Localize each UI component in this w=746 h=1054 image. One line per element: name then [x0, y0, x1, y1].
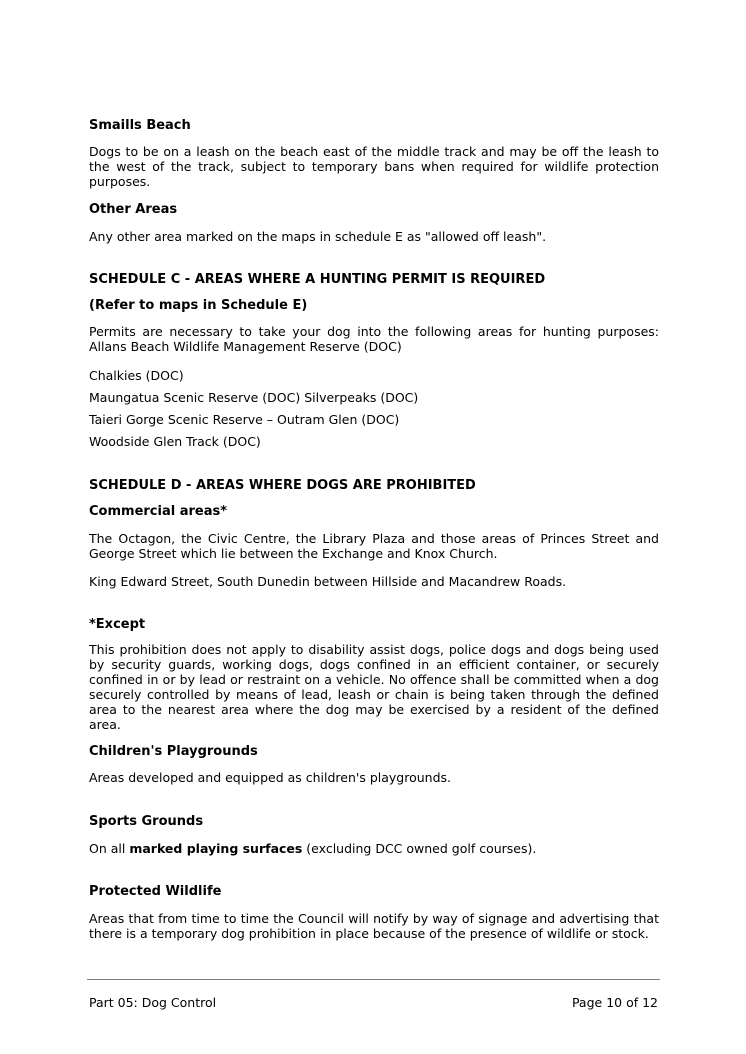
sports-grounds-heading: Sports Grounds: [89, 814, 204, 829]
commercial-areas-heading: Commercial areas*: [89, 504, 228, 519]
schedule-c-item: Woodside Glen Track (DOC): [89, 434, 261, 449]
schedule-c-item: Taieri Gorge Scenic Reserve – Outram Glen (DOC): [89, 412, 400, 427]
sports-grounds-text-suffix: (excluding DCC owned golf courses).: [302, 841, 537, 856]
sports-grounds-text-prefix: On all: [89, 841, 130, 856]
schedule-c-subheading: (Refer to maps in Schedule E): [89, 298, 308, 313]
protected-wildlife-text: Areas that from time to time the Council will notify by way of signage and advertising that there is a temporary dog prohibition in place because of the presence of wildlife or stock.: [89, 911, 659, 941]
schedule-c-item: Chalkies (DOC): [89, 368, 184, 383]
protected-wildlife-heading: Protected Wildlife: [89, 884, 222, 899]
schedule-c-item: Maungatua Scenic Reserve (DOC) Silverpeaks (DOC): [89, 390, 419, 405]
playgrounds-heading: Children's Playgrounds: [89, 744, 258, 759]
schedule-d-heading: SCHEDULE D - AREAS WHERE DOGS ARE PROHIBITED: [89, 478, 476, 493]
schedule-c-intro: Permits are necessary to take your dog into the following areas for hunting purposes: Allans Beach Wildlife Management Reserve (DOC): [89, 324, 659, 354]
except-text: This prohibition does not apply to disability assist dogs, police dogs and dogs being used by security guards, working dogs, dogs confined in an efficient container, or securely confined in or by lead or restraint on a vehicle. No offence shall be committed when a dog securely controlled by means of lead, leash or chain is being taken through the defined area to the nearest area where the dog may be exercised by a resident of the defined area.: [89, 642, 659, 732]
footer-page-number: Page 10 of 12: [571, 995, 658, 1010]
marked-playing-surfaces-emphasis: marked playing surfaces: [129, 841, 303, 856]
schedule-c-heading: SCHEDULE C - AREAS WHERE A HUNTING PERMIT IS REQUIRED: [89, 272, 546, 287]
footer-divider: [87, 979, 660, 980]
commercial-areas-text-2: King Edward Street, South Dunedin between Hillside and Macandrew Roads.: [89, 574, 567, 589]
except-heading: *Except: [89, 617, 146, 632]
sports-grounds-text: [89, 841, 659, 856]
footer-section-label: Part 05: Dog Control: [89, 995, 217, 1010]
smaills-beach-heading: Smaills Beach: [89, 118, 191, 133]
other-areas-text: Any other area marked on the maps in schedule E as "allowed off leash".: [89, 229, 547, 244]
playgrounds-text: Areas developed and equipped as children's playgrounds.: [89, 770, 451, 785]
smaills-beach-text: Dogs to be on a leash on the beach east of the middle track and may be off the leash to the west of the track, subject to temporary bans when required for wildlife protection purposes.: [89, 144, 659, 189]
other-areas-heading: Other Areas: [89, 202, 178, 217]
commercial-areas-text: The Octagon, the Civic Centre, the Library Plaza and those areas of Princes Street and George Street which lie between the Exchange and Knox Church.: [89, 531, 659, 561]
